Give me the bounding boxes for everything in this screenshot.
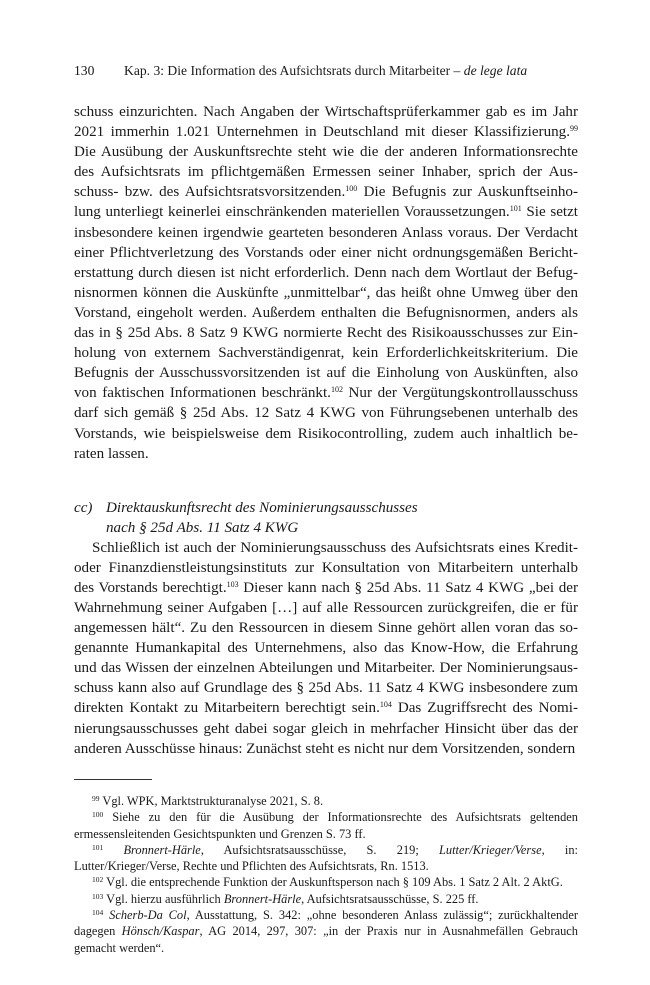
- paragraph-1: schuss einzurichten. Nach Angaben der Wirtschaftsprüferkammer gab es im Jahr 2021 immerhin 1.021 Unternehmen in Deutschland mit dieser Klassifizierung.$^{99}$ Die Ausübung der Auskunftsrechte steht wie die der anderen Informationsrechte des Aufsichtsrats im pflichtgemäßen Ermessen seiner Inhaber, sprich der Aus-schuss- bzw. des Aufsichtsratsvorsitzenden.$^{100}$ Die Befugnis zur Auskunftseinho-lung unterliegt keinerlei einschränkenden materiellen Voraussetzungen.$^{101}$ Sie setzt insbesondere keinen irgendwie gearteten besonderen Anlass voraus. Der Verdacht einer Pflichtverletzung des Vorstands oder einer nicht ordnungsgemäßen Bericht-erstattung durch diesen ist nicht erforderlich. Denn nach dem Wortlaut der Befug-nisnormen können die Auskünfte „unmittelbar“, das heißt ohne Umweg über den Vorstand, eingeholt werden. Außerdem enthalten die Befugnisnormen, anders als das in § 25d Abs. 8 Satz 9 KWG normierte Recht des Risikoausschusses zur Ein-holung von externem Sachverständigenrat, kein Erforderlichkeitskriterium. Die Befugnis der Ausschussvorsitzenden ist auf die Einholung von Auskünften, also von faktischen Informationen beschränkt.$^{102}$ Nur der Vergütungskontrollausschuss darf sich gemäß § 25d Abs. 12 Satz 4 KWG von Führungsebenen unterhalb des Vorstands, wie beispielsweise dem Risikocontrolling, zudem auch inhaltlich be-raten lassen.: [74, 104, 578, 462]
- footnotes: [74, 793, 578, 956]
- footnote-102: $^{102}$ Vgl. die entsprechende Funktion der Auskunftsperson nach § 109 Abs. 1 Satz 2 Alt. 2 AktG.: [92, 875, 563, 890]
- footnote-99: $^{99}$ Vgl. WPK, Marktstrukturanalyse 2021, S. 8.: [92, 794, 324, 808]
- footnote-ref-101[interactable]: 101: [509, 204, 522, 214]
- page-content: [74, 62, 578, 759]
- footnote-101: $^{101}$ Bronnert-Härle, Aufsichtsratsausschüsse, S. 219; Lutter/Krieger/Verse, in: Lutter/Krieger/Verse, Rechte und Pflichten des Aufsichtsrats, Rn. 1513.: [74, 842, 578, 874]
- section-title-line-2: nach § 25d Abs. 11 Satz 4 KWG: [106, 519, 299, 536]
- footnote-104: $^{104}$ Scherb-Da Col, Ausstattung, S. 342: „ohne besonderen Anlass zulässig“; zurückhaltender dagegen Hönsch/Kaspar, AG 2014, 297, 307: „in der Praxis nur in Ausnahmefällen Gebrauch gemacht werden“.: [74, 908, 578, 955]
- footnote-ref-103[interactable]: 103: [226, 579, 239, 589]
- footnote-ref-99[interactable]: 99: [570, 124, 578, 134]
- footnote-103: $^{103}$ Vgl. hierzu ausführlich Bronnert-Härle, Aufsichtsratsausschüsse, S. 225 ff.: [92, 891, 479, 906]
- footnote-100: $^{100}$ Siehe zu den für die Ausübung der Informationsrechte des Aufsichtsrats geltenden ermessensleitenden Gesichtspunkten und Grenzen S. 73 ff.: [74, 810, 578, 841]
- section-title-line-1: Direktauskunftsrecht des Nominierungsausschusses: [106, 499, 418, 516]
- footnote-ref-102[interactable]: 102: [330, 385, 343, 395]
- footnote-ref-100[interactable]: 100: [345, 184, 358, 194]
- section-label: cc): [74, 499, 93, 516]
- running-title: Kap. 3: Die Information des Aufsichtsrats durch Mitarbeiter – de lege lata: [124, 63, 528, 78]
- page-number: 130: [74, 63, 95, 78]
- footnote-separator: [74, 779, 152, 780]
- paragraph-2: Schließlich ist auch der Nominierungsausschuss des Aufsichtsrats eines Kredit-oder Finanzdienstleistungsinstituts zur Konsultation von Mitarbeitern unterhalb des Vorstands berechtigt.$^{103}$ Dieser kann nach § 25d Abs. 11 Satz 4 KWG „bei der Wahrnehmung seiner Aufgaben […] auf alle Ressourcen zurückgreifen, die er für angemessen hält“. Zu den Ressourcen in diesem Sinne gehört allen voran das so-genannte Humankapital des Unternehmens, also das Know-How, die Erfahrung und das Wissen der einzelnen Abteilungen und Mitarbeiter. Der Nominierungsaus-schuss kann also auf Grundlage des § 25d Abs. 11 Satz 4 KWG insbesondere zum direkten Kontakt zu Mitarbeitern berechtigt sein.$^{104}$ Das Zugriffsrecht des Nomi-nierungsausschusses geht dabei sogar gleich in mehrfacher Hinsicht über das der anderen Ausschüsse hinaus: Zunächst steht es nicht nur dem Vorsitzenden, sondern: [74, 539, 578, 757]
- running-header: [74, 62, 578, 80]
- main-text: [74, 102, 578, 759]
- section-heading: [74, 498, 578, 538]
- footnote-ref-104[interactable]: 104: [379, 700, 392, 710]
